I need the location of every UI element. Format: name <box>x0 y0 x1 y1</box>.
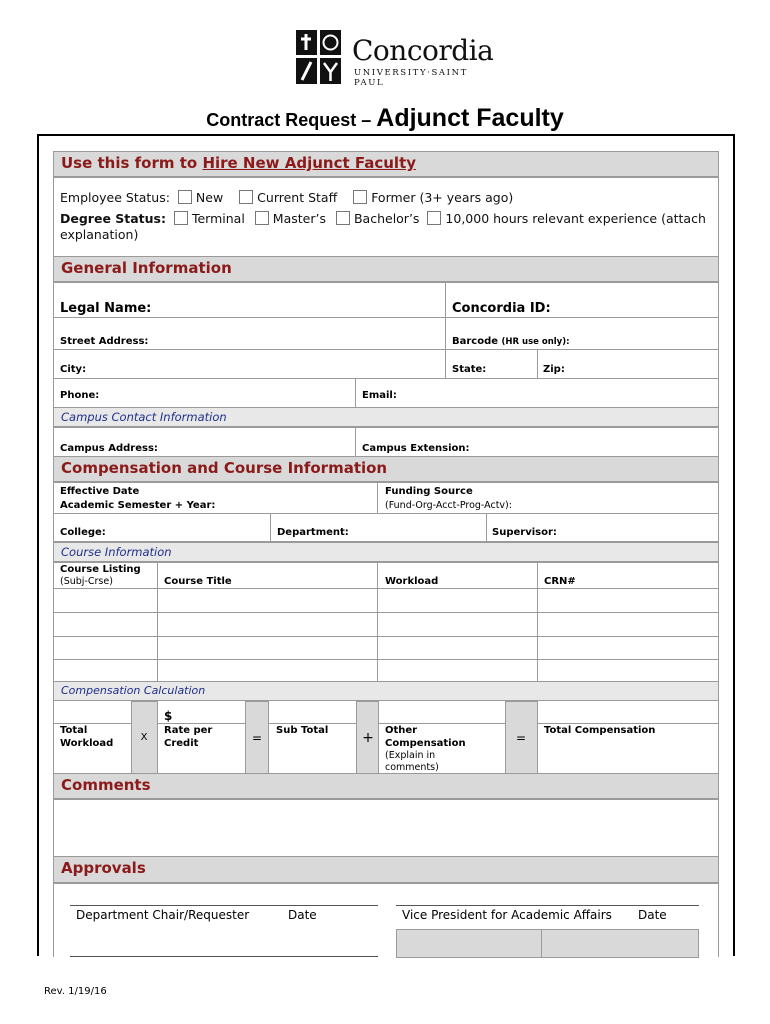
divider <box>157 562 158 682</box>
effective-date-label: Effective Date <box>60 486 140 497</box>
supervisor-field[interactable]: Supervisor: <box>492 527 557 538</box>
other-label-2: Compensation <box>385 738 466 749</box>
employee-status-label: Employee Status: <box>60 190 170 205</box>
general-info-header: General Information <box>53 256 719 282</box>
phone-field[interactable]: Phone: <box>60 390 100 401</box>
page-title <box>0 104 770 133</box>
concordia-seal-icon <box>296 30 342 84</box>
campus-address-field[interactable]: Campus Address: <box>60 443 158 454</box>
divider <box>537 562 538 682</box>
total-workload-label-2: Workload <box>60 738 114 749</box>
vp-signature-cell[interactable] <box>396 929 542 958</box>
chair-date-label: Date <box>288 908 317 922</box>
divider <box>53 723 131 724</box>
divider <box>53 378 719 379</box>
vp-signature-label: Vice President for Academic Affairs <box>402 908 612 922</box>
divider <box>537 349 538 378</box>
title-prefix: Contract Request – <box>206 110 377 130</box>
barcode-field[interactable] <box>452 336 570 347</box>
divider <box>270 513 271 542</box>
plus-operator: + <box>362 730 374 746</box>
col-crn: CRN# <box>544 576 576 587</box>
signature-line <box>396 905 699 906</box>
campus-extension-field[interactable]: Campus Extension: <box>362 443 470 454</box>
checkbox-masters[interactable] <box>255 211 269 225</box>
college-field[interactable]: College: <box>60 527 106 538</box>
divider <box>53 317 719 318</box>
vp-date-cell[interactable] <box>541 929 699 958</box>
signature-line <box>70 905 378 906</box>
divider <box>53 612 719 613</box>
checkbox-new[interactable] <box>178 190 192 204</box>
calc-header: Compensation Calculation <box>53 681 719 701</box>
option-bachelors: Bachelor’s <box>353 211 420 226</box>
equals2-operator: = <box>515 731 527 745</box>
signature-line <box>70 956 378 957</box>
divider <box>53 636 719 637</box>
divider <box>157 723 246 724</box>
option-former: Former (3+ years ago) <box>371 190 514 205</box>
legal-name-field[interactable]: Legal Name: <box>60 301 152 316</box>
divider <box>268 723 357 724</box>
degree-status-label: Degree Status: <box>60 211 166 226</box>
dollar-sign: $ <box>164 709 173 723</box>
divider <box>53 349 719 350</box>
academic-semester-field[interactable]: Academic Semester + Year: <box>60 500 216 511</box>
other-label-3: (Explain in <box>385 750 436 761</box>
street-address-field[interactable]: Street Address: <box>60 336 149 347</box>
state-field[interactable]: State: <box>452 364 487 375</box>
col-course-listing: Course Listing <box>60 564 141 575</box>
barcode-label: Barcode <box>452 336 502 347</box>
department-field[interactable]: Department: <box>277 527 349 538</box>
logo-tagline: UNIVERSITY·SAINT PAUL <box>354 68 468 88</box>
hire-prefix: Use this form to <box>61 154 203 172</box>
chair-signature-label: Department Chair/Requester <box>76 908 250 922</box>
approvals-header: Approvals <box>53 856 719 883</box>
email-field[interactable]: Email: <box>362 390 397 401</box>
checkbox-terminal[interactable] <box>174 211 188 225</box>
subtotal-label: Sub Total <box>276 725 329 736</box>
divider <box>377 562 378 682</box>
divider <box>537 723 719 724</box>
hire-section-header <box>53 151 719 177</box>
concordia-logo <box>296 30 494 88</box>
compensation-header: Compensation and Course Information <box>53 456 719 482</box>
total-compensation-label: Total Compensation <box>544 725 656 736</box>
funding-source-field[interactable]: (Fund-Org-Acct-Prog-Actv): <box>385 500 512 511</box>
checkbox-bachelors[interactable] <box>336 211 350 225</box>
option-experience: 10,000 hours relevant experience (attach <box>445 211 706 226</box>
col-workload: Workload <box>385 576 439 587</box>
checkbox-former[interactable] <box>353 190 367 204</box>
city-field[interactable]: City: <box>60 364 87 375</box>
total-workload-label-1: Total <box>60 725 88 736</box>
col-course-listing-note: (Subj-Crse) <box>60 576 113 587</box>
concordia-id-field[interactable]: Concordia ID: <box>452 301 551 316</box>
divider <box>445 282 446 378</box>
divider <box>53 659 719 660</box>
zip-field[interactable]: Zip: <box>543 364 565 375</box>
degree-status-row <box>60 211 706 226</box>
option-current-staff: Current Staff <box>257 190 338 205</box>
divider <box>355 378 356 408</box>
divider <box>355 427 356 457</box>
col-course-title: Course Title <box>164 576 232 587</box>
employee-status-row <box>60 190 513 205</box>
comments-header: Comments <box>53 773 719 799</box>
checkbox-experience[interactable] <box>427 211 441 225</box>
funding-source-label: Funding Source <box>385 486 473 497</box>
vp-date-label: Date <box>638 908 667 922</box>
other-label-1: Other <box>385 725 418 736</box>
divider <box>378 723 505 724</box>
divider <box>53 588 719 589</box>
option-masters: Master’s <box>272 211 326 226</box>
divider <box>53 513 719 514</box>
equals-operator: = <box>251 731 263 745</box>
times-operator: X <box>140 732 148 743</box>
divider <box>486 513 487 542</box>
divider <box>377 482 378 513</box>
checkbox-current-staff[interactable] <box>239 190 253 204</box>
logo-wordmark: Concordia <box>352 34 494 67</box>
campus-contact-header: Campus Contact Information <box>53 407 719 427</box>
option-terminal: Terminal <box>191 211 245 226</box>
rate-label-1: Rate per <box>164 725 213 736</box>
course-info-header: Course Information <box>53 542 719 562</box>
rate-label-2: Credit <box>164 738 199 749</box>
degree-wrap: explanation) <box>60 227 139 242</box>
comments-field[interactable] <box>53 799 719 857</box>
title-main: Adjunct Faculty <box>376 104 564 132</box>
hire-link[interactable]: Hire New Adjunct Faculty <box>202 154 417 172</box>
revision-label: Rev. 1/19/16 <box>44 986 107 997</box>
option-new: New <box>195 190 224 205</box>
barcode-note: (HR use only): <box>501 337 570 347</box>
other-label-4: comments) <box>385 762 439 773</box>
